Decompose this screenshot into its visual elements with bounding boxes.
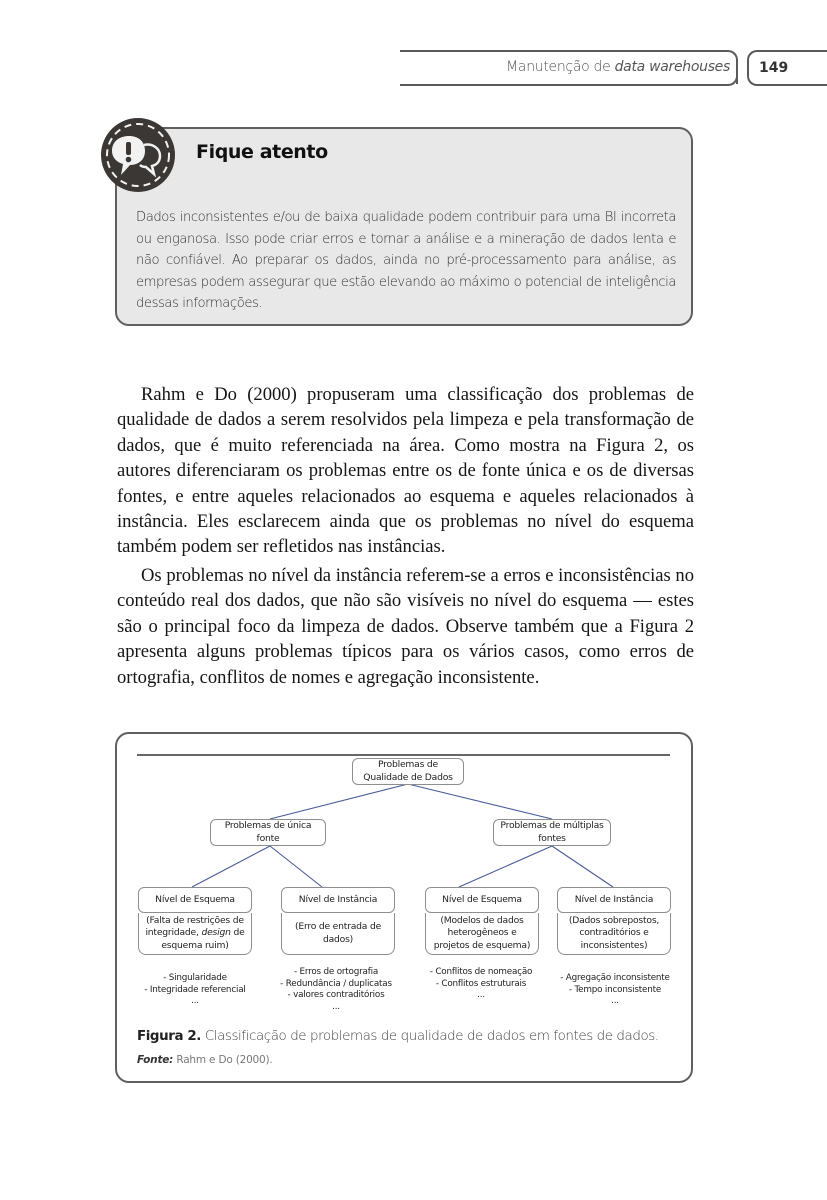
running-title-italic: data warehouses bbox=[614, 59, 730, 75]
figure-top-rule bbox=[137, 754, 670, 756]
node-multi-schema: Nível de Esquema bbox=[425, 887, 539, 913]
example-item: ... bbox=[477, 990, 485, 1001]
node-multi-instance: Nível de Instância bbox=[557, 887, 671, 913]
example-item: - Conflitos estruturais bbox=[435, 978, 527, 989]
caption-text: Classificação de problemas de qualidade de dados em fontes de dados. bbox=[200, 1029, 659, 1044]
node-single-source: Problemas de única fonte bbox=[210, 819, 326, 846]
example-item: - Conflitos de nomeação bbox=[429, 967, 533, 977]
example-item: - Agregação inconsistente bbox=[560, 973, 670, 983]
example-item: - Integridade referencial bbox=[144, 984, 246, 995]
source-text: Rahm e Do (2000). bbox=[173, 1054, 273, 1066]
page-number-tab bbox=[747, 50, 827, 86]
running-title bbox=[400, 59, 730, 75]
examples-multi-instance bbox=[554, 973, 676, 1008]
figure-source bbox=[137, 1054, 273, 1066]
node-root: Problemas de Qualidade de Dados bbox=[352, 758, 464, 785]
callout-title: Fique atento bbox=[196, 141, 328, 163]
node-single-instance: Nível de Instância bbox=[281, 887, 395, 913]
body-paragraph-2 bbox=[117, 563, 694, 690]
example-item: - Tempo inconsistente bbox=[568, 984, 662, 995]
examples-single-schema bbox=[138, 973, 252, 1008]
source-label: Fonte: bbox=[137, 1054, 174, 1066]
examples-multi-schema bbox=[421, 967, 541, 1002]
example-item: ... bbox=[191, 996, 199, 1007]
examples-single-instance bbox=[276, 967, 396, 1013]
example-item: ... bbox=[332, 1001, 340, 1012]
example-item: - Redundância / duplicatas bbox=[280, 978, 392, 989]
node-single-instance-desc: (Erro de entrada de dados) bbox=[281, 913, 395, 955]
node-multi-schema-desc: (Modelos de dados heterogêneos e projetos de esquema) bbox=[425, 913, 539, 955]
node-single-schema: Nível de Esquema bbox=[138, 887, 252, 913]
example-item: - Singularidade bbox=[163, 973, 227, 983]
example-item: - valores contraditórios bbox=[287, 990, 385, 1001]
body-paragraph-1 bbox=[117, 382, 694, 560]
paragraph-text: Os problemas no nível da instância referem-se a erros e inconsistências no conteúdo real dos dados, que não são visíveis no nível do esquema — estes são o principal foco da limpeza de dados. Observe também que a Figura 2 apresenta alguns problemas típicos para os vários casos, como erros de ortografia, conflitos de nomes e agregação inconsistente. bbox=[117, 565, 694, 688]
desc-text: (Falta de restrições de integridade, design de esquema ruim) bbox=[145, 915, 245, 951]
example-item: - Erros de ortografia bbox=[293, 967, 379, 977]
paragraph-text: Rahm e Do (2000) propuseram uma classificação dos problemas de qualidade de dados a serem resolvidos pela limpeza e pela transformação de dados, que é muito referenciada na área. Como mostra na Figura 2, os autores diferenciaram os problemas entre os de fonte única e os de diversas fontes, e entre aqueles relacionados ao esquema e aqueles relacionados à instância. Eles esclarecem ainda que os problemas no nível do esquema também podem ser refletidos nas instâncias. bbox=[117, 384, 694, 558]
node-multi-instance-desc: (Dados sobrepostos, contraditórios e inconsistentes) bbox=[557, 913, 671, 955]
page-number: 149 bbox=[759, 60, 789, 76]
running-title-text: Manutenção de bbox=[506, 59, 615, 75]
node-multiple-sources: Problemas de múltiplas fontes bbox=[493, 819, 611, 846]
figure-caption bbox=[137, 1029, 659, 1044]
callout-text: Dados inconsistentes e/ou de baixa qualidade podem contribuir para uma BI incorreta ou enganosa. Isso pode criar erros e tornar a análise e a mineração de dados lenta e não confiável. Ao preparar os dados, ainda no pré-processamento para análise, as empresas podem assegurar que estão elevando ao máximo o potencial de inteligência dessas informações. bbox=[136, 210, 676, 312]
example-item: ... bbox=[611, 996, 619, 1007]
speech-bubble-exclamation-icon bbox=[100, 117, 176, 193]
caption-label: Figura 2. bbox=[137, 1029, 201, 1044]
node-single-schema-desc bbox=[138, 913, 252, 955]
